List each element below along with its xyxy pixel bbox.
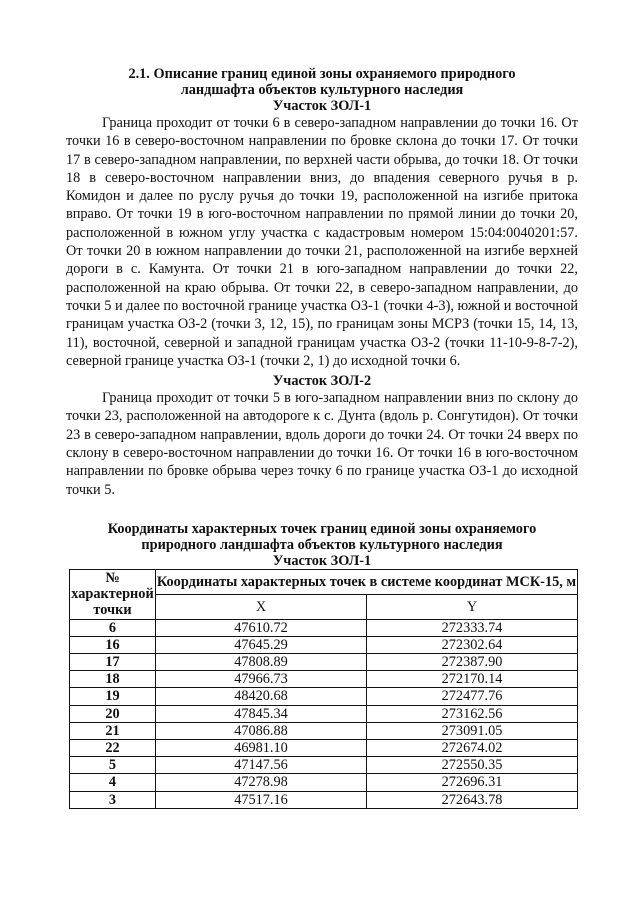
table-row: [70, 757, 578, 774]
table-row: [70, 774, 578, 791]
zol2-description: Граница проходит от точки 5 в юго-западном направлении вниз по склону до точки 23, расположенной на автодороге к с. Дунта (вдоль р. Сонгутидон). От точки 23 в северо-западном направлении, вдоль дороги до точки 24. От точки 24 вверх по склону в северо-восточном направлении до точки 16. От точки 16 в юго-восточном направлении по бровке обрыва через точку 6 по границе участка ОЗ-1 до исходной точки 5.: [66, 390, 578, 498]
table-row: [70, 791, 578, 808]
cell-x: 47610.72: [156, 619, 367, 636]
cell-x: 47845.34: [156, 705, 367, 722]
header-coordinates: Координаты характерных точек в системе координат МСК-15, м: [156, 569, 578, 594]
zol1-description: Граница проходит от точки 6 в северо-западном направлении до точки 16. От точки 16 в северо-восточном направлении по бровке склона до точки 17. От точки 17 в северо-западном направлении, по верхней части обрыва, до точки 18. От точки 18 в северо-восточном направлении вниз, до впадения северного ручья в р. Комидон и далее по руслу ручья до точки 19, расположенной на изгибе притока вправо. От точки 19 в юго-восточном направлении по прямой линии до точки 20, расположенной в южном углу участка с кадастровым номером 15:04:0040201:57. От точки 20 в южном направлении до точки 21, расположенной на изгибе верхней дороги в с. Камунта. От точки 21 в юго-западном направлении до точки 22, расположенной на краю обрыва. От точки 22, в северо-западном направлении, до точки 5 и далее по восточной границе участка ОЗ-1 (точки 4-3), южной и восточной границам участка ОЗ-2 (точки 3, 12, 15), по границам зоны МСРЗ (точки 15, 14, 13, 11), восточной, северной и западной границам участка ОЗ-2 (точки 11-10-9-8-7-2), северной границе участка ОЗ-1 (точки 2, 1) до исходной точки 6.: [66, 115, 578, 369]
cell-x: 47808.89: [156, 653, 367, 670]
cell-y: 272550.35: [367, 757, 578, 774]
header-x: X: [156, 594, 367, 619]
cell-y: 272302.64: [367, 636, 578, 653]
cell-point: 22: [70, 739, 156, 756]
coords-title-line-2: природного ландшафта объектов культурного наследия: [141, 536, 503, 553]
cell-y: 272477.76: [367, 688, 578, 705]
cell-y: 273091.05: [367, 722, 578, 739]
table-row: [70, 705, 578, 722]
cell-point: 20: [70, 705, 156, 722]
table-row: [70, 619, 578, 636]
cell-y: 272387.90: [367, 653, 578, 670]
coordinates-table: [69, 569, 578, 809]
spacer: [66, 499, 578, 521]
cell-x: 46981.10: [156, 739, 367, 756]
cell-point: 17: [70, 653, 156, 670]
cell-x: 47278.98: [156, 774, 367, 791]
zol2-heading: Участок ЗОЛ-2: [272, 373, 372, 390]
coords-subheading: Участок ЗОЛ-1: [272, 552, 372, 569]
zol1-heading: Участок ЗОЛ-1: [272, 98, 372, 114]
cell-point: 5: [70, 757, 156, 774]
table-row: [70, 653, 578, 670]
cell-x: 47086.88: [156, 722, 367, 739]
section-title-line-1: 2.1. Описание границ единой зоны охраняемого природного: [128, 66, 516, 82]
cell-x: 47147.56: [156, 757, 367, 774]
table-header-row: [70, 569, 578, 594]
table-body: [70, 619, 578, 808]
table-row: [70, 688, 578, 705]
section-title: [66, 66, 578, 98]
cell-x: 47645.29: [156, 636, 367, 653]
cell-point: 19: [70, 688, 156, 705]
cell-point: 18: [70, 671, 156, 688]
cell-y: 272674.02: [367, 739, 578, 756]
cell-point: 4: [70, 774, 156, 791]
cell-point: 6: [70, 619, 156, 636]
cell-y: 272170.14: [367, 671, 578, 688]
cell-x: 47517.16: [156, 791, 367, 808]
coords-title-line-1: Координаты характерных точек границ единой зоны охраняемого: [107, 520, 537, 537]
section-title-line-2: ландшафта объектов культурного наследия: [180, 82, 464, 98]
cell-y: 273162.56: [367, 705, 578, 722]
table-row: [70, 636, 578, 653]
document-page: [66, 66, 578, 809]
cell-y: 272643.78: [367, 791, 578, 808]
cell-point: 16: [70, 636, 156, 653]
cell-y: 272333.74: [367, 619, 578, 636]
cell-y: 272696.31: [367, 774, 578, 791]
header-y: Y: [367, 594, 578, 619]
table-row: [70, 671, 578, 688]
cell-x: 48420.68: [156, 688, 367, 705]
coords-title: [66, 521, 578, 553]
cell-point: 21: [70, 722, 156, 739]
table-row: [70, 722, 578, 739]
table-row: [70, 739, 578, 756]
header-point-number: № характерной точки: [71, 569, 154, 619]
cell-point: 3: [70, 791, 156, 808]
cell-x: 47966.73: [156, 671, 367, 688]
